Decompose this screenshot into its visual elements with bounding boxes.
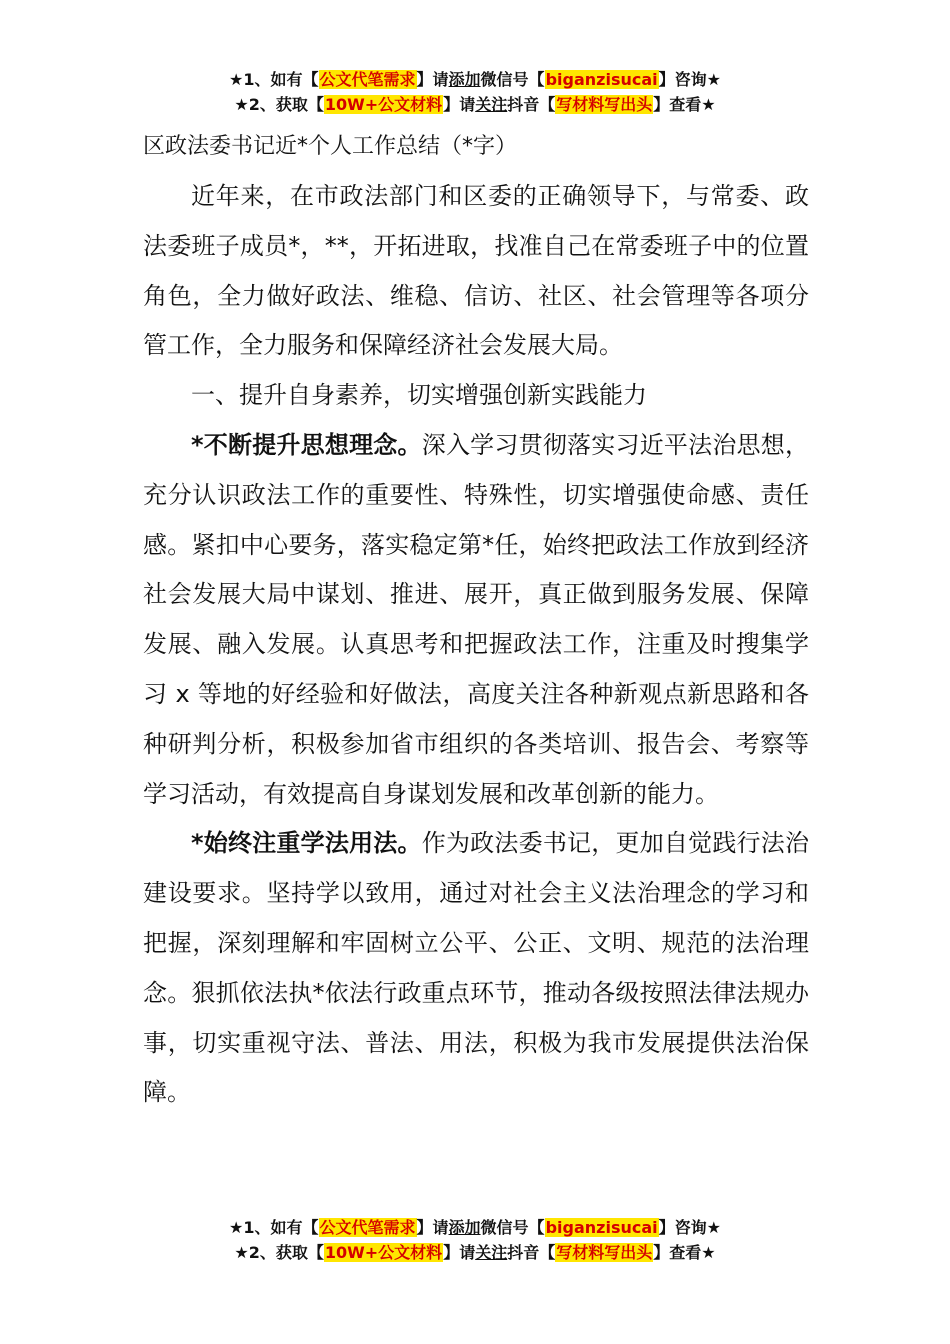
banner-text: ★2、获取【: [234, 95, 324, 114]
banner-text: 】咨询★: [658, 1218, 721, 1237]
highlight-wechat-id: biganzisucai: [545, 1218, 658, 1237]
banner-line-1: [0, 1215, 950, 1240]
document-body: [143, 130, 809, 1118]
banner-text: 微信号【: [480, 1218, 545, 1237]
banner-text: 】请: [443, 95, 476, 114]
banner-text: 抖音【: [507, 1243, 556, 1262]
banner-line-2: [0, 92, 950, 117]
section-heading: 一、提升自身素养，切实增强创新实践能力: [191, 381, 647, 410]
banner-text: ★1、如有【: [229, 70, 319, 89]
banner-text: ★2、获取【: [234, 1243, 324, 1262]
banner-underlined-text: 关注: [475, 1243, 508, 1262]
paragraph-text: 作为政法委书记，更加自觉践行法治建设要求。坚持学以致用，通过对社会主义法治理念的学习和把握，深刻理解和牢固树立公平、公正、文明、规范的法治理念。狠抓依法执*依法行政重点环节，推动各级按照法律法规办事，切实重视守法、普法、用法，积极为我市发展提供法治保障。: [143, 829, 809, 1107]
banner-underlined-text: 添加: [448, 1218, 481, 1237]
highlight-douyin: 写材料写出头: [556, 1243, 653, 1262]
banner-line-1: [0, 67, 950, 92]
banner-text: 】请: [416, 70, 449, 89]
banner-text: ★1、如有【: [229, 1218, 319, 1237]
highlight-wechat-id: biganzisucai: [545, 70, 658, 89]
paragraph-text: 深入学习贯彻落实习近平法治思想，充分认识政法工作的重要性、特殊性，切实增强使命感、责任感。紧扣中心要务，落实稳定第*任，始终把政法工作放到经济社会发展大局中谋划、推进、展开，真正做到服务发展、保障发展、融入发展。认真思考和把握政法工作，注重及时搜集学习 x 等地的好经验和好做法，高度关注各种新观点新思路和各种研判分析，积极参加省市组织的各类培训、报告会、考察等学习活动，有效提高自身谋划发展和改革创新的能力。: [143, 430, 809, 808]
banner-text: 微信号【: [480, 70, 545, 89]
banner-text: 】查看★: [653, 1243, 716, 1262]
banner-text: 】请: [416, 1218, 449, 1237]
banner-text: 】查看★: [653, 95, 716, 114]
highlight-douyin: 写材料写出头: [556, 95, 653, 114]
banner-text: 】请: [443, 1243, 476, 1262]
banner-text: 抖音【: [507, 95, 556, 114]
paragraph-lead: *始终注重学法用法。: [191, 829, 422, 858]
paragraph-law: [143, 819, 809, 1118]
highlight-materials: 10W+公文材料: [324, 95, 443, 114]
banner-line-2: [0, 1240, 950, 1265]
highlight-service: 公文代笔需求: [319, 1218, 416, 1237]
header-banner: [0, 67, 950, 117]
banner-text: 】咨询★: [658, 70, 721, 89]
paragraph-thinking: [143, 421, 809, 819]
highlight-materials: 10W+公文材料: [324, 1243, 443, 1262]
intro-paragraph: 近年来，在市政法部门和区委的正确领导下，与常委、政法委班子成员*，**，开拓进取，找准自己在常委班子中的位置角色，全力做好政法、维稳、信访、社区、社会管理等各项分管工作，全力服务和保障经济社会发展大局。: [143, 182, 809, 360]
banner-underlined-text: 关注: [475, 95, 508, 114]
paragraph-lead: *不断提升思想理念。: [191, 430, 422, 459]
highlight-service: 公文代笔需求: [319, 70, 416, 89]
document-title: 区政法委书记近*个人工作总结（*字）: [143, 134, 518, 159]
footer-banner: [0, 1215, 950, 1265]
banner-underlined-text: 添加: [448, 70, 481, 89]
